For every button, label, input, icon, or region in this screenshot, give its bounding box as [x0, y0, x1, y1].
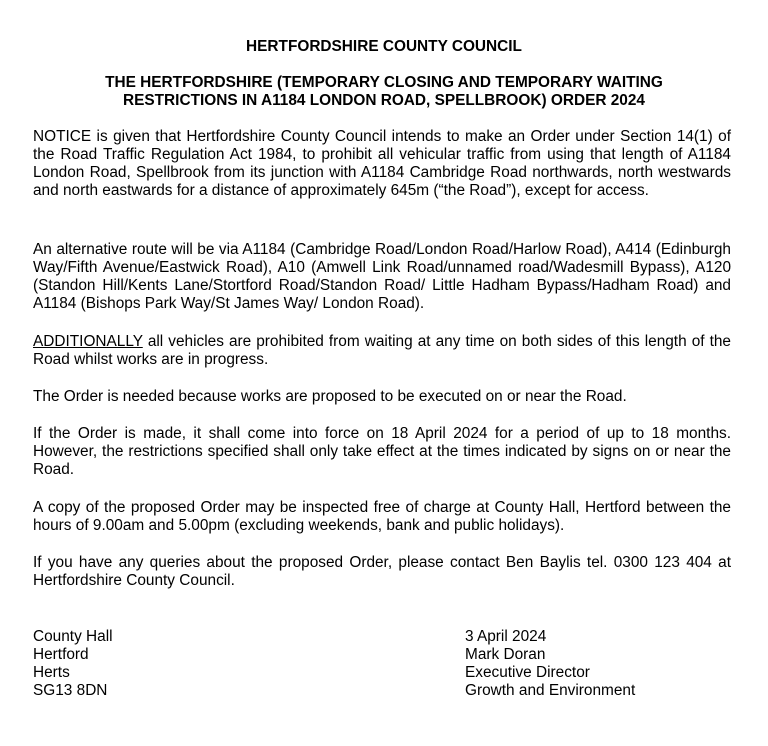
order-title-line-2: RESTRICTIONS IN A1184 LONDON ROAD, SPELLBROOK) ORDER 2024: [123, 92, 645, 109]
effect-paragraph: If the Order is made, it shall come into force on 18 April 2024 for a period of up to 18 months. However, the restrictions specified shall only take effect at the times indicated by signs on or near the Road.: [33, 425, 731, 478]
waiting-restriction-paragraph: [33, 333, 731, 369]
signatory-department: Growth and Environment: [465, 682, 636, 699]
signature-block: [465, 628, 635, 700]
address-line: Hertford: [33, 646, 89, 663]
address-line: County Hall: [33, 628, 113, 645]
inspection-paragraph: A copy of the proposed Order may be inspected free of charge at County Hall, Hertford between the hours of 9.00am and 5.00pm (excluding weekends, bank and public holidays).: [33, 499, 731, 534]
council-address: [33, 628, 113, 700]
additionally-keyword: ADDITIONALLY: [33, 333, 143, 350]
address-line: Herts: [33, 664, 70, 681]
notice-paragraph: NOTICE is given that Hertfordshire County Council intends to make an Order under Section 14(1) of the Road Traffic Regulation Act 1984, to prohibit all vehicular traffic from using that length of A1184 London Road, Spellbrook from its junction with A1184 Cambridge Road northwards, north westwards and north eastwards for a distance of approximately 645m (“the Road”), except for access.: [33, 128, 731, 199]
signatory-name: Mark Doran: [465, 646, 546, 663]
address-line: SG13 8DN: [33, 682, 108, 699]
order-title-line-1: THE HERTFORDSHIRE (TEMPORARY CLOSING AND TEMPORARY WAITING: [105, 74, 663, 91]
signatory-role: Executive Director: [465, 664, 590, 681]
queries-paragraph: If you have any queries about the proposed Order, please contact Ben Baylis tel. 0300 123 404 at Hertfordshire County Council.: [33, 554, 731, 589]
waiting-restriction-text: all vehicles are prohibited from waiting at any time on both sides of this length of the Road whilst works are in progress.: [33, 333, 731, 368]
notice-date: 3 April 2024: [465, 628, 547, 645]
council-heading: HERTFORDSHIRE COUNTY COUNCIL: [246, 38, 522, 55]
alternative-route-paragraph: An alternative route will be via A1184 (Cambridge Road/London Road/Harlow Road), A414 (Edinburgh Way/Fifth Avenue/Eastwick Road), A10 (Amwell Link Road/unnamed road/Wadesmill Bypass), A120 (Standon Hill/Kents Lane/Stortford Road/Standon Road/ Little Hadham Bypass/Hadham Road) and A1184 (Bishops Park Way/St James Way/ London Road).: [33, 241, 731, 312]
reason-paragraph: The Order is needed because works are proposed to be executed on or near the Road.: [33, 388, 627, 405]
order-title: [0, 74, 768, 110]
